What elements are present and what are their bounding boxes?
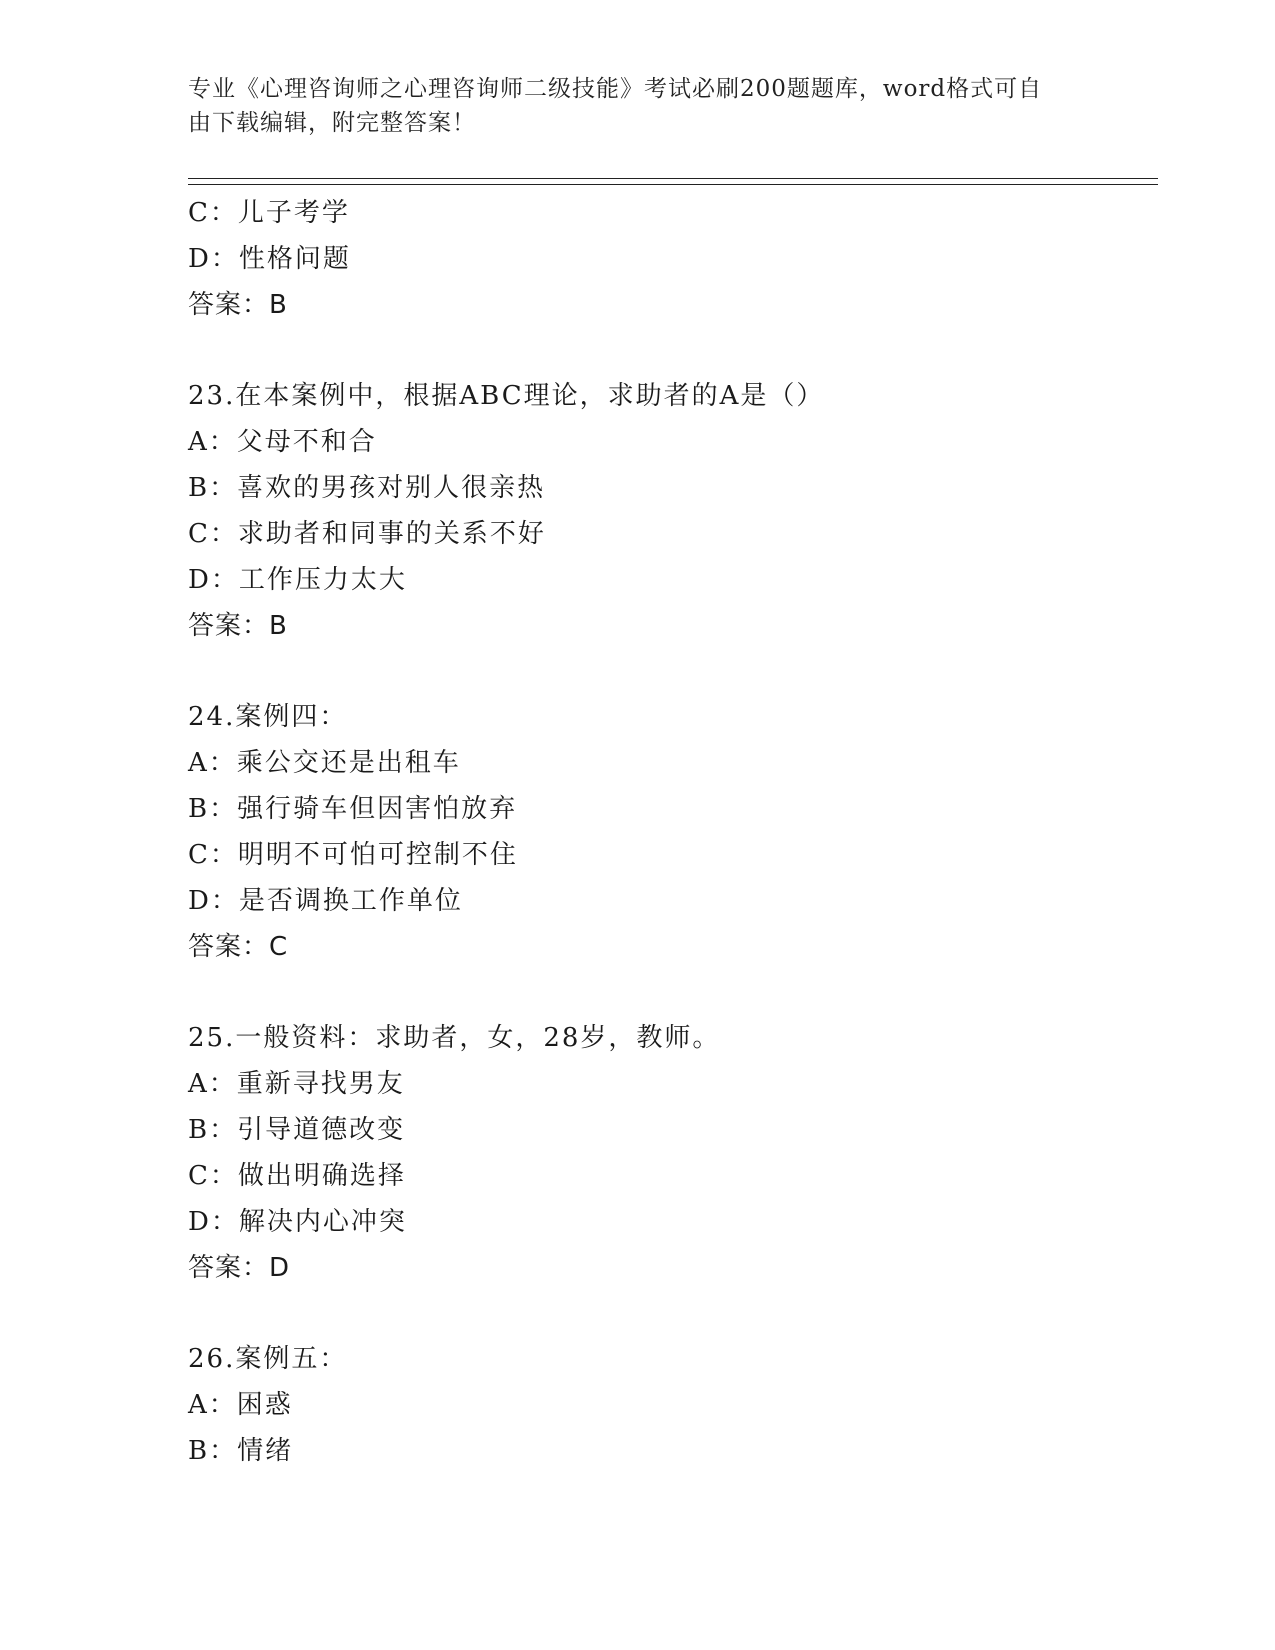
question-26 bbox=[188, 1336, 1158, 1474]
option-c: C：儿子考学 bbox=[188, 198, 350, 228]
question-stem: 24.案例四： bbox=[188, 702, 348, 732]
option-b: B：喜欢的男孩对别人很亲热 bbox=[188, 473, 546, 503]
option-d: D：解决内心冲突 bbox=[188, 1207, 407, 1237]
option-c: C：求助者和同事的关系不好 bbox=[188, 519, 546, 549]
document-header bbox=[188, 72, 1088, 140]
question-22-tail bbox=[188, 190, 1158, 328]
document-body bbox=[188, 190, 1158, 1474]
option-d: D：是否调换工作单位 bbox=[188, 886, 463, 916]
option-b: B：引导道德改变 bbox=[188, 1115, 406, 1145]
question-stem: 23.在本案例中，根据ABC理论，求助者的A是（） bbox=[188, 381, 825, 411]
option-b: B：情绪 bbox=[188, 1436, 294, 1466]
answer-line: 答案：B bbox=[188, 611, 288, 641]
answer-line: 答案：B bbox=[188, 290, 288, 320]
answer-line: 答案：C bbox=[188, 932, 289, 962]
question-stem: 25.一般资料：求助者，女，28岁，教师。 bbox=[188, 1023, 721, 1053]
option-a: A：困惑 bbox=[188, 1390, 293, 1420]
option-d: D：工作压力太大 bbox=[188, 565, 407, 595]
option-d: D：性格问题 bbox=[188, 244, 351, 274]
question-24 bbox=[188, 694, 1158, 970]
question-25 bbox=[188, 1015, 1158, 1291]
question-stem: 26.案例五： bbox=[188, 1344, 348, 1374]
option-a: A：乘公交还是出租车 bbox=[188, 748, 461, 778]
option-a: A：重新寻找男友 bbox=[188, 1069, 405, 1099]
option-c: C：明明不可怕可控制不住 bbox=[188, 840, 518, 870]
question-23 bbox=[188, 373, 1158, 649]
option-a: A：父母不和合 bbox=[188, 427, 377, 457]
option-b: B：强行骑车但因害怕放弃 bbox=[188, 794, 518, 824]
answer-line: 答案：D bbox=[188, 1253, 291, 1283]
option-c: C：做出明确选择 bbox=[188, 1161, 406, 1191]
header-line-2: 由下载编辑，附完整答案！ bbox=[188, 110, 476, 136]
header-double-rule bbox=[188, 178, 1158, 185]
header-line-1: 专业《心理咨询师之心理咨询师二级技能》考试必刷200题题库，word格式可自 bbox=[188, 76, 1043, 102]
